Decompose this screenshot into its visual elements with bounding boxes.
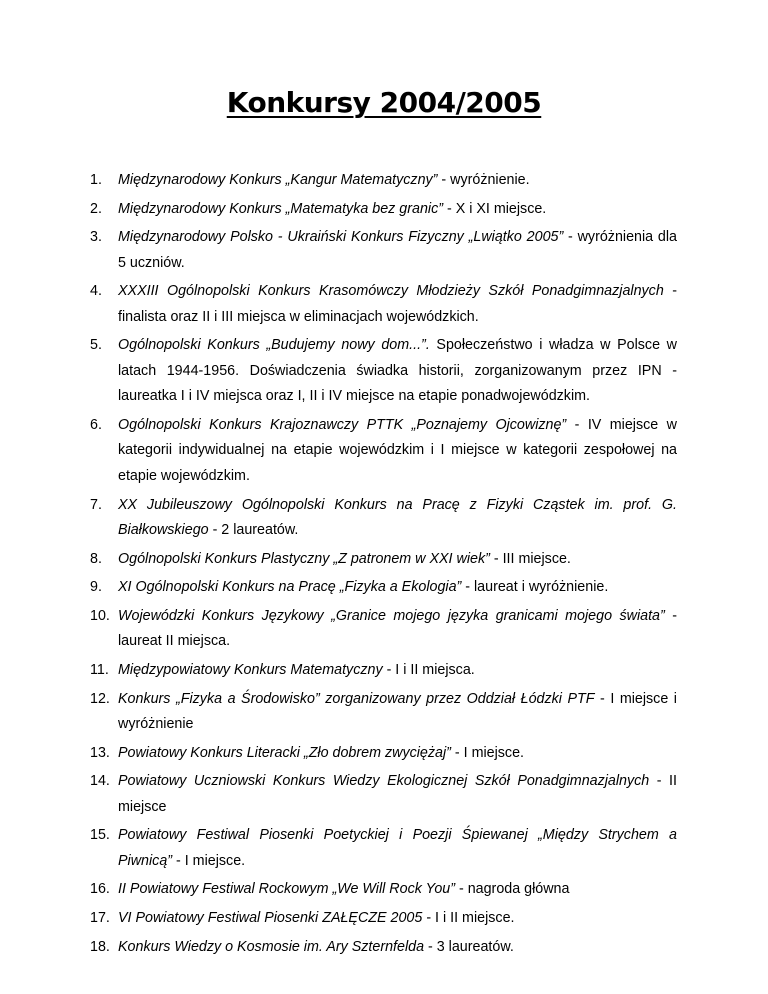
- list-item: [0, 658, 677, 684]
- item-number: 18.: [90, 938, 110, 955]
- contest-result: - I miejsce i wyróżnienie: [118, 690, 677, 733]
- item-number: 12.: [90, 690, 110, 707]
- item-number: 1.: [90, 172, 102, 188]
- list-item: [0, 575, 677, 601]
- list-item: [0, 333, 677, 410]
- contest-name: Wojewódzki Konkurs Językowy „Granice mojego języka granicami mojego świata”: [118, 607, 665, 624]
- contest-result: - 2 laureatów.: [208, 522, 299, 539]
- contest-result: - wyróżnienie.: [437, 172, 530, 188]
- contest-name: Konkurs „Fizyka a Środowisko” zorganizowany przez Oddział Łódzki PTF: [118, 690, 595, 707]
- contest-result: - I i II miejsca.: [382, 661, 475, 678]
- page-title: Konkursy 2004/2005: [226, 86, 542, 119]
- contest-name: II Powiatowy Festiwal Rockowym „We Will Rock You”: [118, 881, 455, 898]
- contest-name: Międzypowiatowy Konkurs Matematyczny: [118, 661, 383, 678]
- item-number: 6.: [90, 416, 102, 433]
- contest-name: XXXIII Ogólnopolski Konkurs Krasomówczy Młodzieży Szkół Ponadgimnazjalnych: [118, 283, 664, 300]
- contest-name: Międzynarodowy Konkurs „Matematyka bez granic”: [118, 200, 443, 217]
- contest-result: - I miejsce.: [172, 852, 246, 869]
- contest-result: - III miejsce.: [489, 550, 571, 567]
- list-item: [0, 769, 677, 820]
- item-number: 16.: [90, 881, 110, 898]
- list-item: [0, 168, 677, 194]
- list-item: [0, 935, 677, 961]
- contest-result: - I miejsce.: [450, 744, 525, 761]
- list-item: [0, 225, 677, 276]
- contest-name: Powiatowy Festiwal Piosenki Poetyckiej i Poezji Śpiewanej „Między Strychem a Piwnicą”: [118, 827, 677, 869]
- contest-result: - X i XI miejsce.: [443, 200, 547, 217]
- item-number: 15.: [90, 827, 110, 844]
- list-item: [0, 687, 677, 738]
- list-item: [0, 493, 677, 544]
- contest-name: VI Powiatowy Festiwal Piosenki ZAŁĘCZE 2005: [118, 910, 423, 926]
- contest-result: - nagroda główna: [455, 881, 570, 898]
- contest-name: Międzynarodowy Polsko - Ukraiński Konkurs Fizyczny „Lwiątko 2005”: [118, 229, 564, 246]
- contest-name: Ogólnopolski Konkurs „Budujemy nowy dom...”.: [118, 337, 430, 354]
- contest-result: - wyróżnienia dla 5 uczniów.: [118, 229, 677, 271]
- list-item: [0, 741, 677, 767]
- item-number: 9.: [90, 579, 102, 596]
- contest-result: - II miejsce: [118, 773, 677, 815]
- contest-name: Międzynarodowy Konkurs „Kangur Matematyczny”: [118, 172, 438, 188]
- item-number: 2.: [90, 200, 102, 217]
- list-item: [0, 413, 677, 490]
- contest-result: Społeczeństwo i władza w Polsce w latach 1944-1956. Doświadczenia świadka historii, zorganizowanym przez IPN - laureatka I i IV miejsca oraz I, II i IV miejsce na etapie ponadwojewódzkim.: [118, 337, 677, 405]
- contest-name: Ogólnopolski Konkurs Plastyczny „Z patronem w XXI wiek”: [118, 550, 490, 567]
- list-item: [0, 877, 677, 903]
- item-number: 4.: [90, 283, 102, 300]
- contest-result: - laureat i wyróżnienie.: [461, 579, 609, 596]
- contest-name: Powiatowy Konkurs Literacki „Zło dobrem zwyciężaj”: [118, 744, 451, 761]
- contest-result: - finalista oraz II i III miejsca w eliminacjach wojewódzkich.: [118, 283, 678, 325]
- item-number: 14.: [90, 773, 110, 790]
- item-number: 10.: [90, 607, 110, 624]
- item-number: 13.: [90, 744, 110, 761]
- item-number: 7.: [90, 496, 102, 513]
- list-item: [0, 906, 677, 932]
- list-item: [0, 197, 677, 223]
- list-item: [0, 279, 677, 330]
- item-number: 17.: [90, 910, 110, 926]
- item-number: 3.: [90, 229, 102, 246]
- contest-name: Ogólnopolski Konkurs Krajoznawczy PTTK „Poznajemy Ojcowiznę”: [118, 416, 567, 433]
- contest-name: XX Jubileuszowy Ogólnopolski Konkurs na Pracę z Fizyki Cząstek im. prof. G. Białkowskiego: [118, 496, 677, 539]
- contest-name: Konkurs Wiedzy o Kosmosie im. Ary Szternfelda: [118, 938, 425, 955]
- contest-result: - laureat II miejsca.: [118, 607, 678, 650]
- list-item: [0, 604, 677, 655]
- contest-name: XI Ogólnopolski Konkurs na Pracę „Fizyka a Ekologia”: [118, 579, 462, 596]
- contest-result: - IV miejsce w kategorii indywidualnej na etapie wojewódzkim i I miejsce w kategorii zespołowej na etapie wojewódzkim.: [118, 416, 677, 484]
- item-number: 8.: [90, 550, 102, 567]
- list-item: [0, 547, 677, 573]
- item-number: 11.: [90, 661, 109, 678]
- list-item: [0, 823, 677, 874]
- item-number: 5.: [90, 337, 102, 354]
- contest-result: - 3 laureatów.: [424, 938, 514, 955]
- contest-list: [0, 168, 677, 963]
- contest-name: Powiatowy Uczniowski Konkurs Wiedzy Ekologicznej Szkół Ponadgimnazjalnych: [118, 773, 650, 790]
- contest-result: - I i II miejsce.: [422, 910, 515, 926]
